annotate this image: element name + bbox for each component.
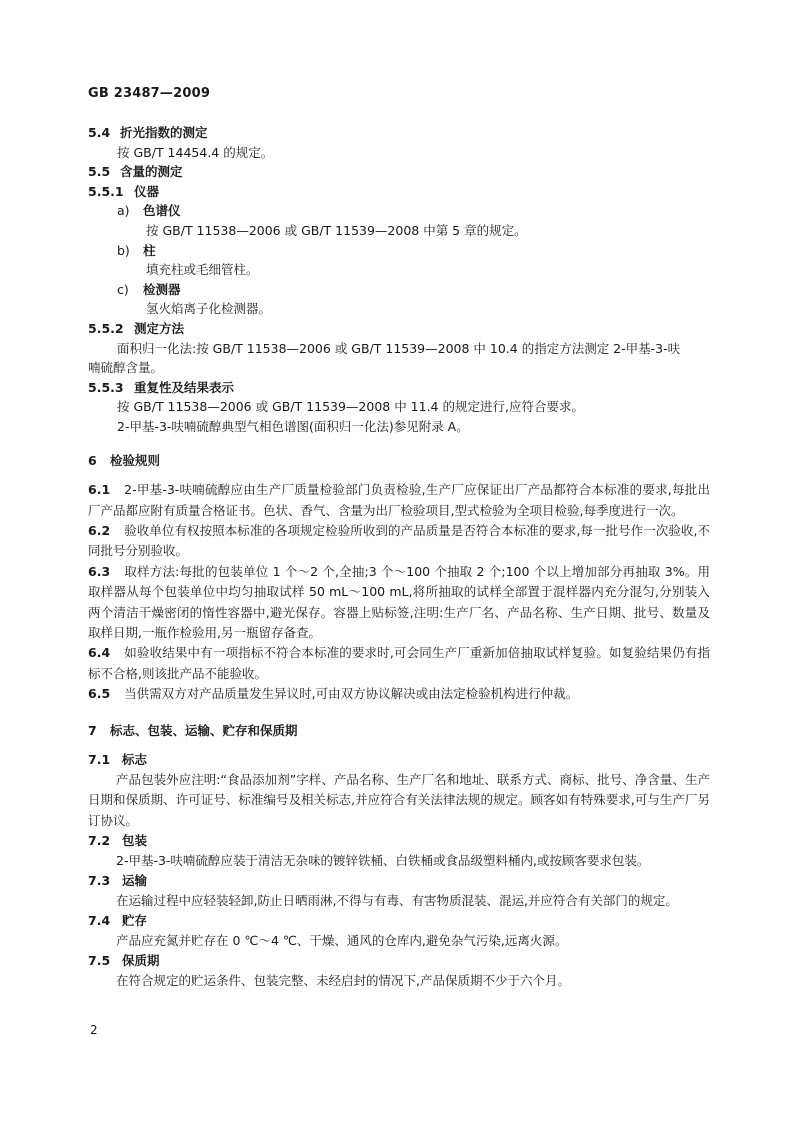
- text-5-5-3-line1: 按 GB/T 11538—2006 或 GB/T 11539—2008 中 11.4 的规定进行,应符合要求。: [117, 399, 584, 415]
- heading-5-5-3: 5.5.3 重复性及结果表示: [88, 379, 235, 395]
- para-6-5: 6.5 当供需双方对产品质量发生异议时,可由双方协议解决或由法定检验机构进行仲裁。: [88, 686, 579, 702]
- item-a-desc: 按 GB/T 11538—2006 或 GB/T 11539—2008 中第 5 章的规定。: [146, 222, 527, 238]
- para-6-2: 6.2 验收单位有权按照本标准的各项规定检验所收到的产品质量是否符合本标准的要求,每一批号作一次验收,不同批号分别验收。: [88, 522, 710, 559]
- text-5-5-2-line2: 喃硫醇含量。: [88, 360, 164, 376]
- text-7-5: 在符合规定的贮运条件、包装完整、未经启封的情况下,产品保质期不少于六个月。: [116, 972, 570, 988]
- item-a: a) 色谱仪: [117, 203, 181, 219]
- text-5-5-2-line1: 面积归一化法:按 GB/T 11538—2006 或 GB/T 11539—2008 中 10.4 的指定方法测定 2-甲基-3-呋: [117, 340, 681, 356]
- para-6-1: 6.1 2-甲基-3-呋喃硫醇应由生产厂质量检验部门负责检验,生产厂应保证出厂产品都符合本标准的要求,每批出厂产品都应附有质量合格证书。色状、香气、含量为出厂检验项目,型式检验为全项目检验,每季度进行一次。: [88, 482, 710, 518]
- item-c-desc: 氢火焰离子化检测器。: [146, 301, 272, 317]
- item-c: c) 检测器: [117, 281, 181, 297]
- heading-5-4: 5.4 折光指数的测定: [88, 125, 208, 140]
- text-7-2: 2-甲基-3-呋喃硫醇应装于清洁无杂味的镀锌铁桶、白铁桶或食品级塑料桶内,或按顾客要求包装。: [116, 852, 650, 868]
- heading-7-2: 7.2 包装: [88, 832, 148, 848]
- text-7-1: 产品包装外应注明:“食品添加剂”字样、产品名称、生产厂名和地址、联系方式、商标、批号、净含量、生产日期和保质期、许可证号、标准编号及相关标志,并应符合有关法律法规的规定。顾客如有特殊要求,可与生产厂另订协议。: [88, 771, 710, 828]
- text-5-5-3-line2: 2-甲基-3-呋喃硫醇典型气相色谱图(面积归一化法)参见附录 A。: [117, 418, 469, 434]
- heading-5-5-1: 5.5.1 仪器: [88, 183, 160, 199]
- item-b: b) 柱: [117, 242, 156, 258]
- para-6-3: 6.3 取样方法:每批的包装单位 1 个～2 个,全抽;3 个～100 个抽取 2 个;100 个以上增加部分再抽取 3%。用取样器从每个包装单位中均匀抽取试样 50 mL～100 mL,将所抽取的试样全部置于混样器内充分混匀,分别装入两个清洁干燥密闭的惰性容器中,避光保存。容器上贴标签,注明:生产厂名、产品名称、生产日期、批号、数量及取样日期,一瓶作检验用,另一瓶留存备查。: [88, 563, 710, 640]
- heading-7-1: 7.1 标志: [88, 752, 148, 768]
- text-5-4: 按 GB/T 14454.4 的规定。: [117, 144, 274, 160]
- page-number: 2: [90, 1023, 98, 1037]
- text-7-3: 在运输过程中应轻装轻卸,防止日晒雨淋,不得与有毒、有害物质混装、混运,并应符合有关部门的规定。: [116, 892, 678, 908]
- heading-5-5: 5.5 含量的测定: [88, 164, 183, 180]
- heading-7-3: 7.3 运输: [88, 872, 148, 888]
- heading-5-5-2: 5.5.2 测定方法: [88, 320, 185, 336]
- text-7-4: 产品应充氮并贮存在 0 ℃～4 ℃、干燥、通风的仓库内,避免杂气污染,远离火源。: [116, 932, 568, 948]
- chapter-6-heading: 6 检验规则: [88, 452, 161, 468]
- heading-7-5: 7.5 保质期: [88, 952, 160, 968]
- item-b-desc: 填充柱或毛细管柱。: [146, 262, 259, 278]
- para-6-4: 6.4 如验收结果中有一项指标不符合本标准的要求时,可会同生产厂重新加倍抽取试样复验。如复验结果仍有指标不合格,则该批产品不能验收。: [88, 645, 710, 681]
- chapter-7-heading: 7 标志、包装、运输、贮存和保质期: [88, 722, 298, 738]
- heading-7-4: 7.4 贮存: [88, 912, 148, 928]
- document-page: [88, 86, 710, 991]
- standard-code: GB 23487—2009: [88, 86, 211, 101]
